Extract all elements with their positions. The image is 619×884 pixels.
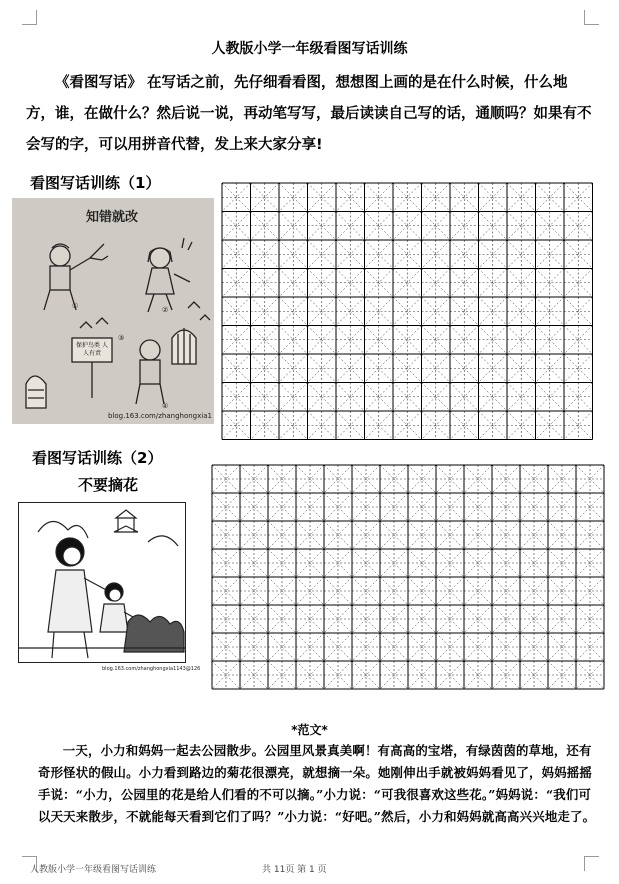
grid-cell[interactable] (436, 577, 464, 605)
grid-cell[interactable] (422, 269, 451, 298)
picture1-drawing (12, 198, 214, 424)
grid-cell[interactable] (492, 605, 520, 633)
grid-cell[interactable] (365, 183, 394, 212)
grid-cell[interactable] (268, 577, 296, 605)
grid-cell[interactable] (479, 383, 508, 412)
grid-cell[interactable] (464, 577, 492, 605)
grid-cell[interactable] (365, 411, 394, 440)
grid-cell[interactable] (479, 269, 508, 298)
grid-cell[interactable] (308, 269, 337, 298)
grid-cell[interactable] (251, 326, 280, 355)
grid-cell[interactable] (380, 661, 408, 689)
grid-cell[interactable] (324, 521, 352, 549)
grid-cell[interactable] (352, 605, 380, 633)
grid-cell[interactable] (479, 326, 508, 355)
grid-cell[interactable] (393, 212, 422, 241)
grid-cell[interactable] (240, 577, 268, 605)
grid-cell[interactable] (576, 661, 604, 689)
grid-cell[interactable] (268, 549, 296, 577)
grid-cell[interactable] (548, 661, 576, 689)
grid-cell[interactable] (464, 493, 492, 521)
grid-cell[interactable] (308, 354, 337, 383)
grid-cell[interactable] (336, 240, 365, 269)
picture2-watermark: blog.163.com/zhanghongxia1143@126 (102, 666, 201, 672)
essay-text: 一天，小力和妈妈一起去公园散步。公园里风景真美啊！有高高的宝塔，有绿茵茵的草地，还有奇形怪状的假山。小力看到路边的菊花很漂亮，就想摘一朵。她刚伸出手就被妈妈看见了，妈妈摇摇手说：“小力，公园里的花是给人们看的不可以摘。”小力说：“可我很喜欢这些花。”妈妈说：“我们可以天天来散步，不就能每天看到它们了吗？”小力说：“好吧。”然后，小力和妈妈就高高兴兴地走了。 (38, 743, 596, 824)
section1-label: 看图写话训练（1） (30, 174, 161, 192)
grid-cell[interactable] (336, 269, 365, 298)
grid-cell[interactable] (450, 269, 479, 298)
grid-cell[interactable] (279, 297, 308, 326)
grid-cell[interactable] (536, 240, 565, 269)
grid-cell[interactable] (450, 411, 479, 440)
grid-cell[interactable] (564, 297, 593, 326)
grid-cell[interactable] (240, 465, 268, 493)
grid-cell[interactable] (422, 354, 451, 383)
grid-cell[interactable] (507, 212, 536, 241)
grid-cell[interactable] (520, 577, 548, 605)
grid-cell[interactable] (336, 183, 365, 212)
grid-cell[interactable] (520, 465, 548, 493)
grid-cell[interactable] (222, 269, 251, 298)
picture2-drawing (18, 472, 186, 678)
section2-label: 看图写话训练（2） (32, 449, 163, 467)
picture-dont-pick-flowers (18, 472, 201, 678)
grid-cell[interactable] (422, 183, 451, 212)
crop-mark-bottom-right (584, 856, 599, 871)
grid-cell[interactable] (408, 661, 436, 689)
writing-grid-2[interactable] (211, 464, 605, 690)
grid-cell[interactable] (408, 605, 436, 633)
grid-cell[interactable] (352, 521, 380, 549)
grid-cell[interactable] (520, 493, 548, 521)
picture1-watermark: blog.163.com/zhanghongxia1 (108, 412, 212, 420)
panel-number-1: ① (72, 302, 79, 310)
grid-cell[interactable] (507, 411, 536, 440)
grid-cell[interactable] (336, 212, 365, 241)
grid-cell[interactable] (450, 240, 479, 269)
grid-cell[interactable] (520, 549, 548, 577)
grid-cell[interactable] (212, 661, 240, 689)
grid-cell[interactable] (380, 605, 408, 633)
grid-cell[interactable] (436, 605, 464, 633)
grid-cell[interactable] (324, 549, 352, 577)
grid-cell[interactable] (408, 577, 436, 605)
grid-cell[interactable] (222, 240, 251, 269)
grid-cell[interactable] (251, 183, 280, 212)
grid-cell[interactable] (536, 297, 565, 326)
grid-cell[interactable] (422, 297, 451, 326)
grid-cell[interactable] (408, 493, 436, 521)
grid-cell[interactable] (492, 577, 520, 605)
panel-number-4: ④ (162, 402, 169, 410)
grid-cell[interactable] (336, 411, 365, 440)
grid-cell[interactable] (464, 633, 492, 661)
grid-cell[interactable] (308, 411, 337, 440)
grid-cell[interactable] (251, 354, 280, 383)
grid-cell[interactable] (324, 633, 352, 661)
grid-cell[interactable] (279, 354, 308, 383)
grid-cell[interactable] (450, 383, 479, 412)
grid-cell[interactable] (365, 354, 394, 383)
grid-cell[interactable] (279, 269, 308, 298)
grid-cell[interactable] (422, 212, 451, 241)
grid-cell[interactable] (268, 521, 296, 549)
grid-cell[interactable] (422, 326, 451, 355)
grid-cell[interactable] (492, 521, 520, 549)
picture2-title: 不要摘花 (77, 476, 138, 494)
grid-cell[interactable] (380, 549, 408, 577)
grid-cell[interactable] (279, 383, 308, 412)
grid-cell[interactable] (536, 183, 565, 212)
grid-cell[interactable] (564, 269, 593, 298)
grid-cell[interactable] (296, 661, 324, 689)
grid-cell[interactable] (380, 577, 408, 605)
grid-cell[interactable] (308, 212, 337, 241)
grid-cell[interactable] (296, 605, 324, 633)
grid-cell[interactable] (536, 326, 565, 355)
grid-cell[interactable] (464, 521, 492, 549)
grid-cell[interactable] (240, 605, 268, 633)
grid-cell[interactable] (268, 633, 296, 661)
grid-cell[interactable] (365, 383, 394, 412)
grid-cell[interactable] (324, 661, 352, 689)
grid-cell[interactable] (393, 383, 422, 412)
grid-cell[interactable] (520, 521, 548, 549)
grid-cell[interactable] (436, 493, 464, 521)
grid-cell[interactable] (268, 661, 296, 689)
grid-cell[interactable] (393, 326, 422, 355)
grid-cell[interactable] (352, 577, 380, 605)
grid-cell[interactable] (268, 605, 296, 633)
grid-cell[interactable] (393, 269, 422, 298)
grid-cell[interactable] (296, 493, 324, 521)
grid-cell[interactable] (308, 183, 337, 212)
grid-cell[interactable] (336, 383, 365, 412)
grid-cell[interactable] (222, 326, 251, 355)
grid-cell[interactable] (212, 605, 240, 633)
grid-cell[interactable] (268, 465, 296, 493)
grid-cell[interactable] (279, 212, 308, 241)
grid-cell[interactable] (576, 465, 604, 493)
grid-cell[interactable] (436, 465, 464, 493)
grid-cell[interactable] (365, 297, 394, 326)
grid-cell[interactable] (492, 549, 520, 577)
grid-cell[interactable] (279, 326, 308, 355)
panel-number-3: ③ (118, 334, 125, 342)
grid-cell[interactable] (222, 212, 251, 241)
grid-cell[interactable] (212, 577, 240, 605)
grid-cell[interactable] (308, 297, 337, 326)
grid-cell[interactable] (336, 354, 365, 383)
grid-cell[interactable] (251, 297, 280, 326)
writing-grid-1[interactable] (221, 182, 594, 441)
grid-cell[interactable] (536, 383, 565, 412)
grid-cell[interactable] (380, 493, 408, 521)
grid-cell[interactable] (240, 549, 268, 577)
grid-cell[interactable] (576, 493, 604, 521)
grid-cell[interactable] (564, 411, 593, 440)
essay-title: *范文* (291, 723, 328, 737)
grid-cell[interactable] (365, 269, 394, 298)
grid-cell[interactable] (296, 521, 324, 549)
grid-cell[interactable] (422, 411, 451, 440)
grid-cell[interactable] (296, 465, 324, 493)
grid-cell[interactable] (308, 326, 337, 355)
picture1-title: 知错就改 (85, 210, 138, 225)
footer-page-number: 共 11页 第 1 页 (262, 865, 327, 875)
grid-cell[interactable] (240, 633, 268, 661)
grid-cell[interactable] (393, 240, 422, 269)
grid-cell[interactable] (380, 465, 408, 493)
grid-cell[interactable] (296, 549, 324, 577)
grid-cell[interactable] (308, 240, 337, 269)
grid-cell[interactable] (408, 633, 436, 661)
grid-cell[interactable] (492, 465, 520, 493)
picture-know-mistake (12, 198, 214, 424)
grid-cell[interactable] (393, 297, 422, 326)
grid-cell[interactable] (548, 633, 576, 661)
grid-cell[interactable] (520, 633, 548, 661)
crop-mark-top-left (22, 10, 37, 25)
grid-cell[interactable] (212, 521, 240, 549)
footer-left: 人教版小学一年级看图写话训练 (30, 865, 157, 875)
grid-cell[interactable] (251, 212, 280, 241)
grid-cell[interactable] (492, 493, 520, 521)
grid-cell[interactable] (212, 549, 240, 577)
grid-cell[interactable] (324, 465, 352, 493)
grid-cell[interactable] (352, 661, 380, 689)
grid-cell[interactable] (492, 633, 520, 661)
grid-cell[interactable] (308, 383, 337, 412)
grid-cell[interactable] (240, 493, 268, 521)
grid-cell[interactable] (576, 577, 604, 605)
grid-cell[interactable] (408, 521, 436, 549)
grid-cell[interactable] (464, 605, 492, 633)
grid-cell[interactable] (279, 240, 308, 269)
grid-cell[interactable] (450, 326, 479, 355)
grid-cell[interactable] (479, 183, 508, 212)
grid-cell[interactable] (507, 269, 536, 298)
grid-cell[interactable] (393, 354, 422, 383)
grid-cell[interactable] (464, 661, 492, 689)
grid-cell[interactable] (507, 383, 536, 412)
intro-paragraph: 《看图写话》 在写话之前，先仔细看看图，想想图上画的是在什么时候，什么地方，谁，在做什么？然后说一说，再动笔写写，最后读读自己写的话，通顺吗？如果有不会写的字，可以用拼音代替，发上来大家分享! (26, 75, 592, 153)
grid-cell[interactable] (251, 411, 280, 440)
document-title: 人教版小学一年级看图写话训练 (211, 41, 408, 57)
grid-cell[interactable] (520, 661, 548, 689)
sign-text: 保护鸟类 人人有责 (76, 342, 108, 357)
grid-cell[interactable] (279, 183, 308, 212)
grid-cell[interactable] (380, 521, 408, 549)
grid-cell[interactable] (336, 326, 365, 355)
grid-cell[interactable] (536, 212, 565, 241)
grid-cell[interactable] (507, 297, 536, 326)
grid-cell[interactable] (352, 493, 380, 521)
grid-cell[interactable] (507, 240, 536, 269)
grid-cell[interactable] (436, 549, 464, 577)
grid-cell[interactable] (564, 383, 593, 412)
grid-cell[interactable] (212, 465, 240, 493)
grid-cell[interactable] (393, 183, 422, 212)
grid-cell[interactable] (576, 549, 604, 577)
grid-cell[interactable] (222, 297, 251, 326)
grid-cell[interactable] (548, 549, 576, 577)
grid-cell[interactable] (222, 354, 251, 383)
grid-cell[interactable] (408, 465, 436, 493)
grid-cell[interactable] (464, 549, 492, 577)
grid-cell[interactable] (548, 605, 576, 633)
grid-cell[interactable] (450, 212, 479, 241)
grid-cell[interactable] (492, 661, 520, 689)
grid-cell[interactable] (507, 326, 536, 355)
grid-cell[interactable] (324, 605, 352, 633)
grid-cell[interactable] (380, 633, 408, 661)
grid-cell[interactable] (324, 577, 352, 605)
grid-cell[interactable] (564, 240, 593, 269)
grid-cell[interactable] (548, 465, 576, 493)
grid-cell[interactable] (576, 633, 604, 661)
grid-cell[interactable] (212, 633, 240, 661)
grid-cell[interactable] (222, 383, 251, 412)
grid-cell[interactable] (436, 661, 464, 689)
grid-cell[interactable] (564, 326, 593, 355)
grid-cell[interactable] (408, 549, 436, 577)
grid-cell[interactable] (279, 411, 308, 440)
grid-cell[interactable] (240, 661, 268, 689)
grid-cell[interactable] (479, 354, 508, 383)
grid-cell[interactable] (422, 240, 451, 269)
grid-cell[interactable] (450, 297, 479, 326)
grid-cell[interactable] (564, 354, 593, 383)
grid-cell[interactable] (536, 411, 565, 440)
grid-cell[interactable] (479, 212, 508, 241)
grid-cell[interactable] (507, 354, 536, 383)
grid-cell[interactable] (576, 521, 604, 549)
grid-cell[interactable] (520, 605, 548, 633)
grid-cell[interactable] (324, 493, 352, 521)
grid-cell[interactable] (336, 297, 365, 326)
grid-cell[interactable] (450, 183, 479, 212)
grid-cell[interactable] (251, 383, 280, 412)
grid-cell[interactable] (365, 240, 394, 269)
grid-cell[interactable] (479, 240, 508, 269)
grid-cell[interactable] (536, 269, 565, 298)
grid-cell[interactable] (576, 605, 604, 633)
grid-cell[interactable] (464, 465, 492, 493)
grid-cell[interactable] (393, 411, 422, 440)
grid-cell[interactable] (479, 411, 508, 440)
grid-cell[interactable] (251, 240, 280, 269)
grid-cell[interactable] (548, 493, 576, 521)
grid-cell[interactable] (365, 326, 394, 355)
grid-cell[interactable] (296, 577, 324, 605)
grid-cell[interactable] (352, 465, 380, 493)
grid-cell[interactable] (422, 383, 451, 412)
grid-cell[interactable] (564, 183, 593, 212)
grid-cell[interactable] (222, 411, 251, 440)
grid-cell[interactable] (536, 354, 565, 383)
grid-cell[interactable] (251, 269, 280, 298)
grid-cell[interactable] (240, 521, 268, 549)
grid-cell[interactable] (436, 521, 464, 549)
panel-number-2: ② (162, 306, 169, 314)
grid-cell[interactable] (564, 212, 593, 241)
grid-cell[interactable] (352, 549, 380, 577)
crop-mark-top-right (584, 10, 599, 25)
grid-cell[interactable] (479, 297, 508, 326)
grid-cell[interactable] (507, 183, 536, 212)
grid-cell[interactable] (296, 633, 324, 661)
grid-cell[interactable] (212, 493, 240, 521)
grid-cell[interactable] (436, 633, 464, 661)
grid-cell[interactable] (222, 183, 251, 212)
grid-cell[interactable] (352, 633, 380, 661)
grid-cell[interactable] (548, 577, 576, 605)
grid-cell[interactable] (268, 493, 296, 521)
grid-cell[interactable] (450, 354, 479, 383)
grid-cell[interactable] (548, 521, 576, 549)
grid-cell[interactable] (365, 212, 394, 241)
